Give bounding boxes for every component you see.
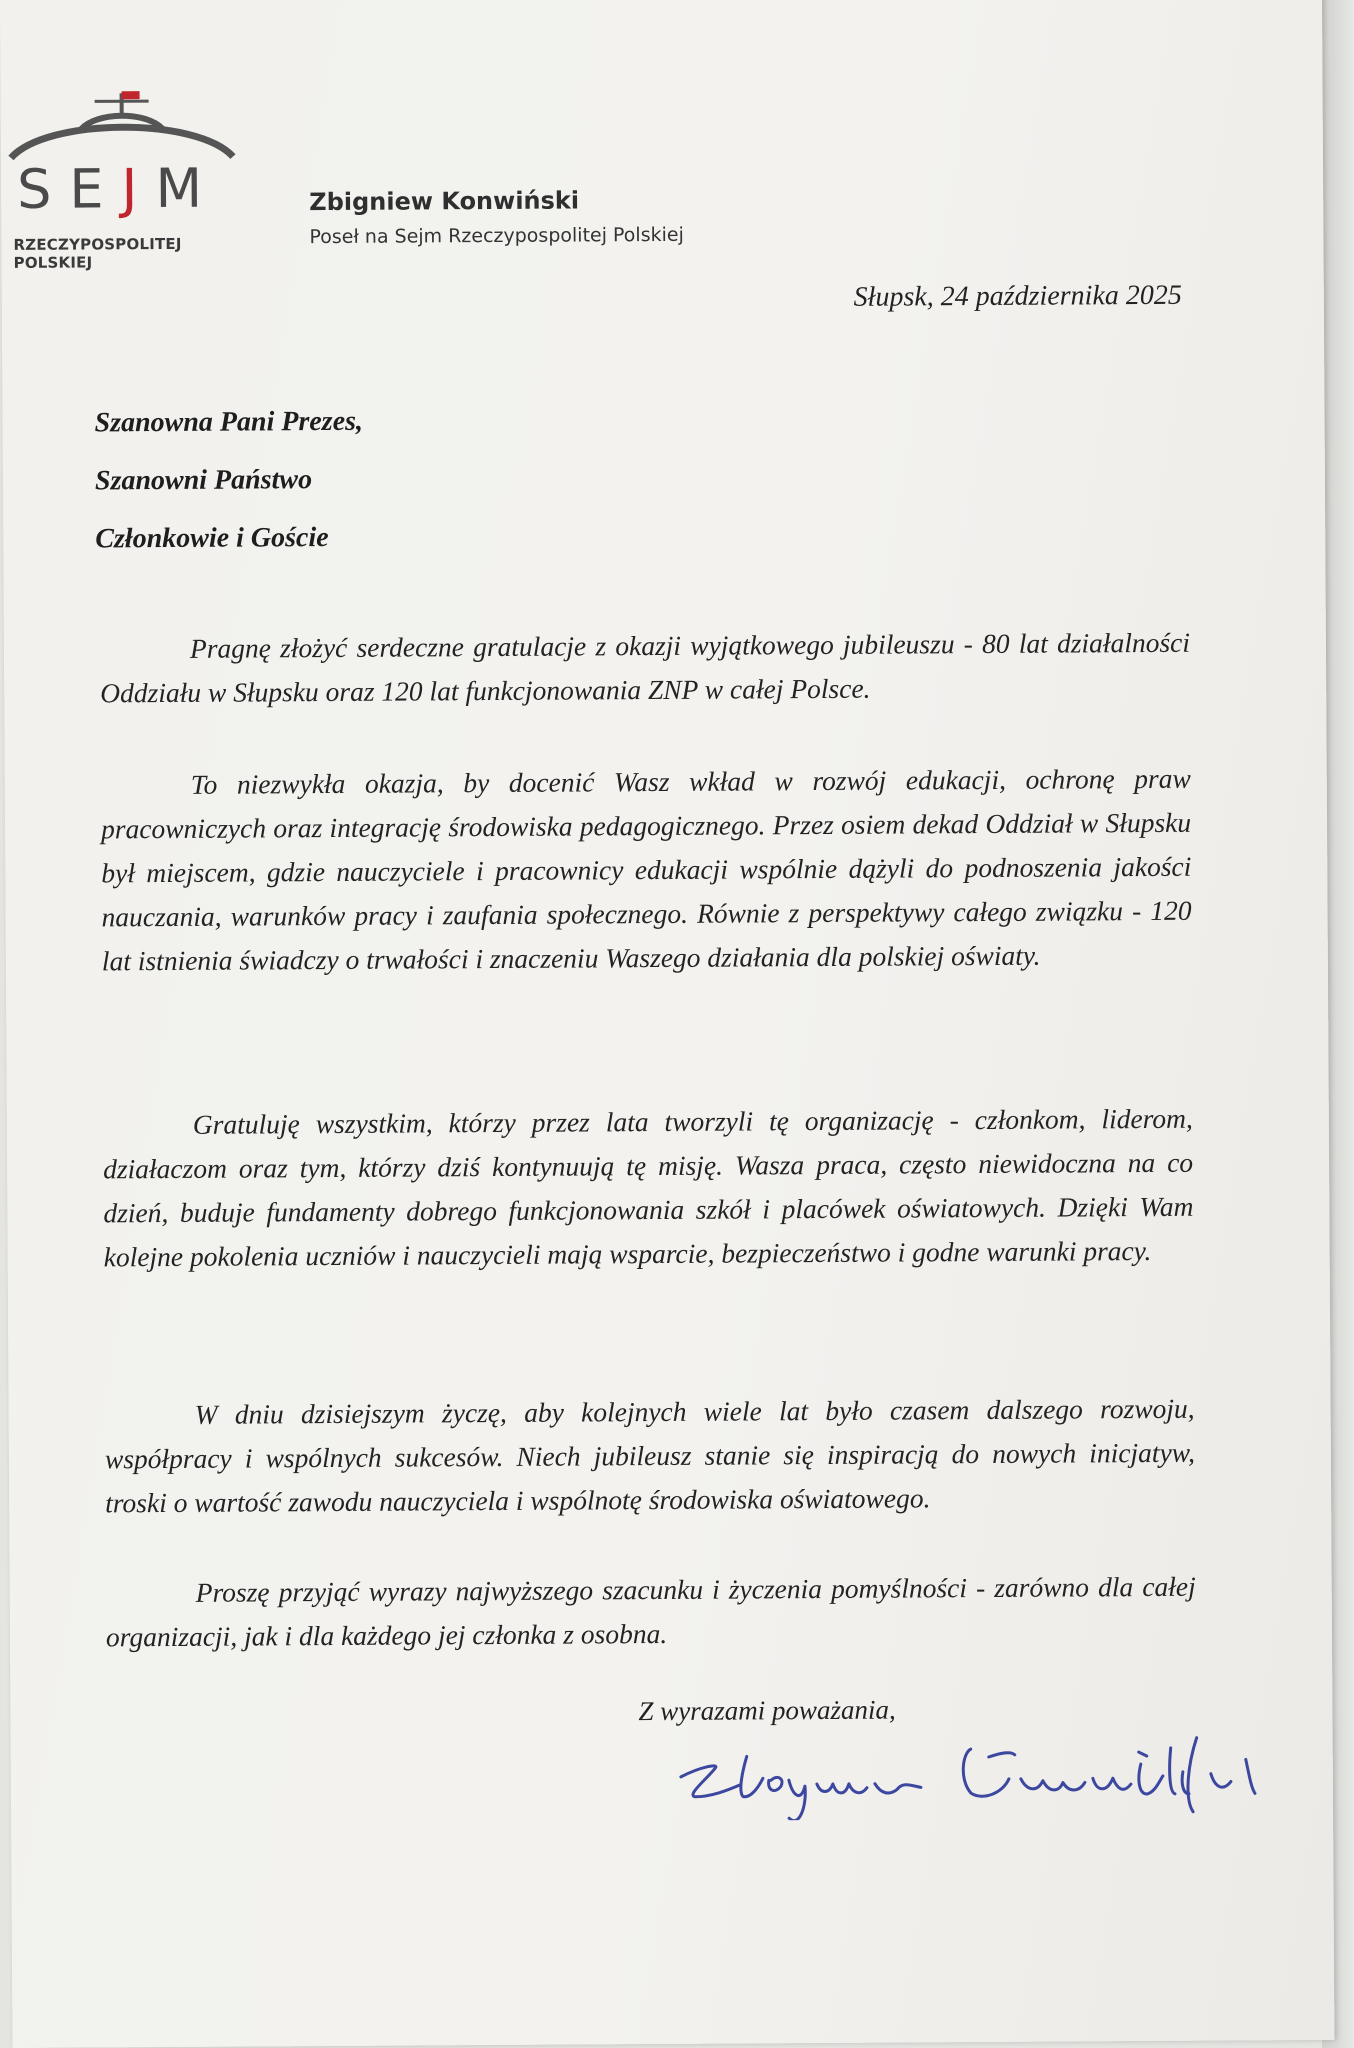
- salutation-line-1: Szanowna Pani Prezes,: [94, 405, 364, 439]
- date-line: Słupsk, 24 października 2025: [853, 279, 1182, 313]
- body-paragraph-5: Proszę przyjąć wyrazy najwyższego szacunku i życzenia pomyślności - zarówno dla całej organizacji, jak i dla każdego jej członka z osobna.: [105, 1570, 1196, 1653]
- salutation-line-3: Członkowie i Goście: [95, 522, 329, 555]
- body-paragraph-1: Pragnę złożyć serdeczne gratulacje z okazji wyjątkowego jubileuszu - 80 lat działalności Oddziału w Słupsku oraz 120 lat funkcjonowania ZNP w całej Polsce.: [100, 626, 1191, 709]
- closing: Z wyrazami poważania,: [638, 1694, 896, 1727]
- sender-name: Zbigniew Konwiński: [309, 186, 580, 217]
- logo-word: SEJM: [16, 156, 221, 221]
- sender-title: Poseł na Sejm Rzeczypospolitej Polskiej: [309, 223, 684, 249]
- body-paragraph-2: To niezwykła okazja, by docenić Wasz wkład w rozwój edukacji, ochronę praw pracowniczych oraz integrację środowiska pedagogicznego. Przez osiem dekad Oddział w Słupsku był miejscem, gdzie nauczyciele i pracownicy edukacji wspólnie dążyli do podnoszenia jakości nauczania, warunków pracy i zaufania społecznego. Równie z perspektywy całego związku - 120 lat istnienia świadczy o trwałości i znaczeniu Waszego działania dla polskiej oświaty.: [100, 762, 1192, 977]
- body-paragraph-3: Gratuluję wszystkim, którzy przez lata tworzyli tę organizację - członkom, liderom, działaczom oraz tym, którzy dziś kontynuują tę misję. Wasza praca, często niewidoczna na co dzień, buduje fundamenty dobrego funkcjonowania szkół i placówek oświatowych. Dzięki Wam kolejne pokolenia uczniów i nauczycieli mają wsparcie, bezpieczeństwo i godne warunki pracy.: [103, 1102, 1194, 1273]
- salutation-line-2: Szanowni Państwo: [94, 464, 313, 497]
- body-paragraph-4: W dniu dzisiejszym życzę, aby kolejnych wiele lat było czasem dalszego rozwoju, współpracy i wspólnych sukcesów. Niech jubileusz stanie się inspiracją do nowych inicjatyw, troski o wartość zawodu nauczyciela i wspólnotę środowiska oświatowego.: [104, 1392, 1195, 1519]
- handwritten-signature: [670, 1707, 1351, 1821]
- sejm-dome-icon: [7, 87, 237, 168]
- logo-subtitle: RZECZYPOSPOLITEJ POLSKIEJ: [13, 234, 182, 272]
- sejm-logo: [7, 87, 238, 272]
